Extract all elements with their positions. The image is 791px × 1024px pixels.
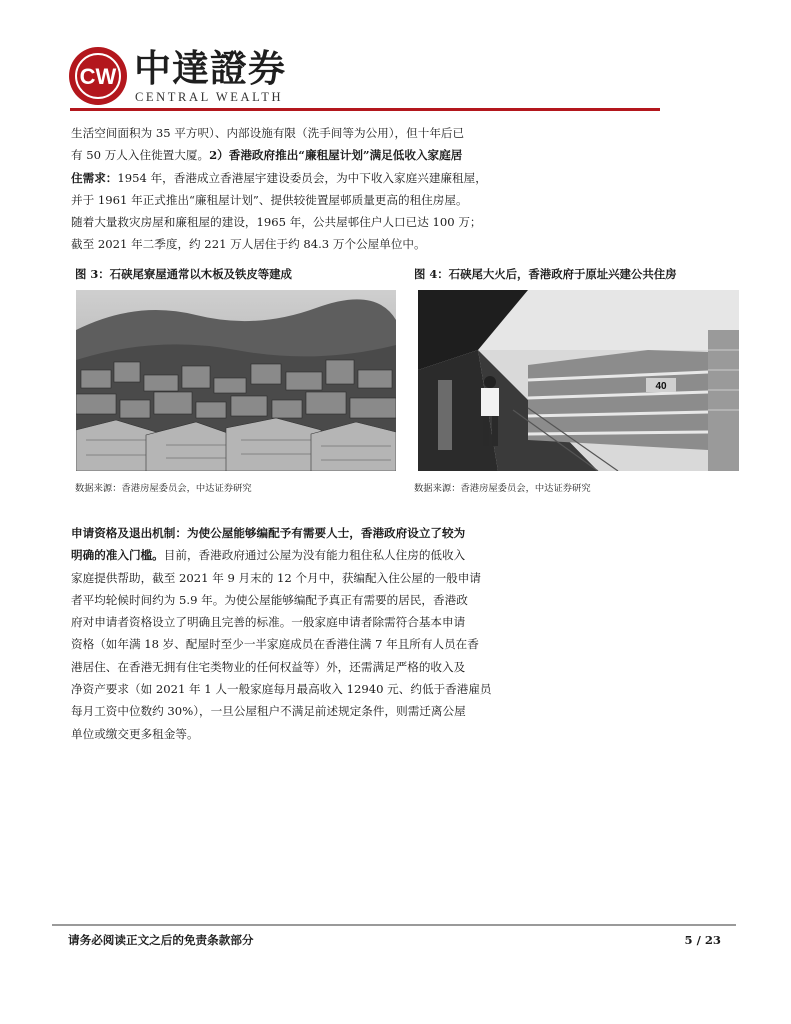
text-line: 家庭提供帮助，截至 2021 年 9 月末的 12 个月中，获编配入住公屋的一般申请: [71, 570, 481, 585]
brand-name-en: CENTRAL WEALTH: [135, 90, 284, 104]
body-paragraph-2: [71, 522, 543, 745]
building-number: 40: [655, 381, 667, 392]
figure-3-title: 图 3：石硖尾寮屋通常以木板及铁皮等建成: [75, 267, 292, 281]
text-line: 净资产要求（如 2021 年 1 人一般家庭每月最高收入 12940 元、约低于香港雇员: [71, 682, 492, 697]
figure-3-source: 数据来源：香港房屋委员会，中达证券研究: [75, 483, 252, 494]
body-paragraph-1: [71, 122, 543, 256]
text-line: 截至 2021 年二季度，约 221 万人居住于约 84.3 万个公屋单位中。: [71, 237, 426, 252]
text-line: 明确的准入门槛。目前，香港政府通过公屋为没有能力租住私人住房的低收入: [71, 548, 466, 563]
figure-4-photo: [418, 290, 739, 471]
text-line: 申请资格及退出机制：为使公屋能够编配予有需要人士，香港政府设立了较为: [71, 526, 466, 540]
header-divider: [70, 108, 660, 111]
text-line: 有 50 万人入住徙置大厦。2）香港政府推出“廉租屋计划”满足低收入家庭居: [71, 148, 463, 163]
text-line: 每月工资中位数约 30%），一旦公屋租户不满足前述规定条件，则需迁离公屋: [71, 704, 466, 719]
text-line: 单位或缴交更多租金等。: [71, 726, 199, 741]
text-line: 并于 1961 年正式推出“廉租屋计划”、提供较徙置屋邨质量更高的租住房屋。: [71, 192, 468, 207]
footer-disclaimer: 请务必阅读正文之后的免责条款部分: [68, 933, 254, 947]
text-line: 资格（如年满 18 岁、配屋时至少一半家庭成员在香港住满 7 年且所有人员在香: [71, 637, 479, 652]
figure-4-source: 数据来源：香港房屋委员会，中达证券研究: [414, 483, 591, 494]
text-line: 住需求：1954 年，香港成立香港屋宇建设委员会，为中下收入家庭兴建廉租屋，: [71, 170, 487, 185]
footer-divider: [52, 924, 736, 926]
figure-3-photo: [76, 290, 396, 471]
brand-name-cn: 中達證券: [134, 46, 286, 90]
text-line: 府对申请者资格设立了明确且完善的标准。一般家庭申请者除需符合基本申请: [71, 615, 466, 630]
text-line: 者平均轮候时间约为 5.9 年。为使公屋能够编配予真正有需要的居民，香港政: [71, 592, 468, 607]
text-line: 生活空间面积为 35 平方呎）、内部设施有限（洗手间等为公用），但十年后已: [71, 126, 465, 140]
text-line: 随着大量救灾房屋和廉租屋的建设，1965 年，公共屋邨住户人口已达 100 万；: [71, 215, 482, 230]
page-number: 5 / 23: [684, 933, 721, 947]
figure-4-title: 图 4：石硖尾大火后，香港政府于原址兴建公共住房: [414, 267, 677, 281]
text-line: 港居住、在香港无拥有住宅类物业的任何权益等）外，还需满足严格的收入及: [71, 659, 466, 674]
company-logo: [68, 46, 128, 106]
logo-text: CW: [79, 64, 117, 89]
